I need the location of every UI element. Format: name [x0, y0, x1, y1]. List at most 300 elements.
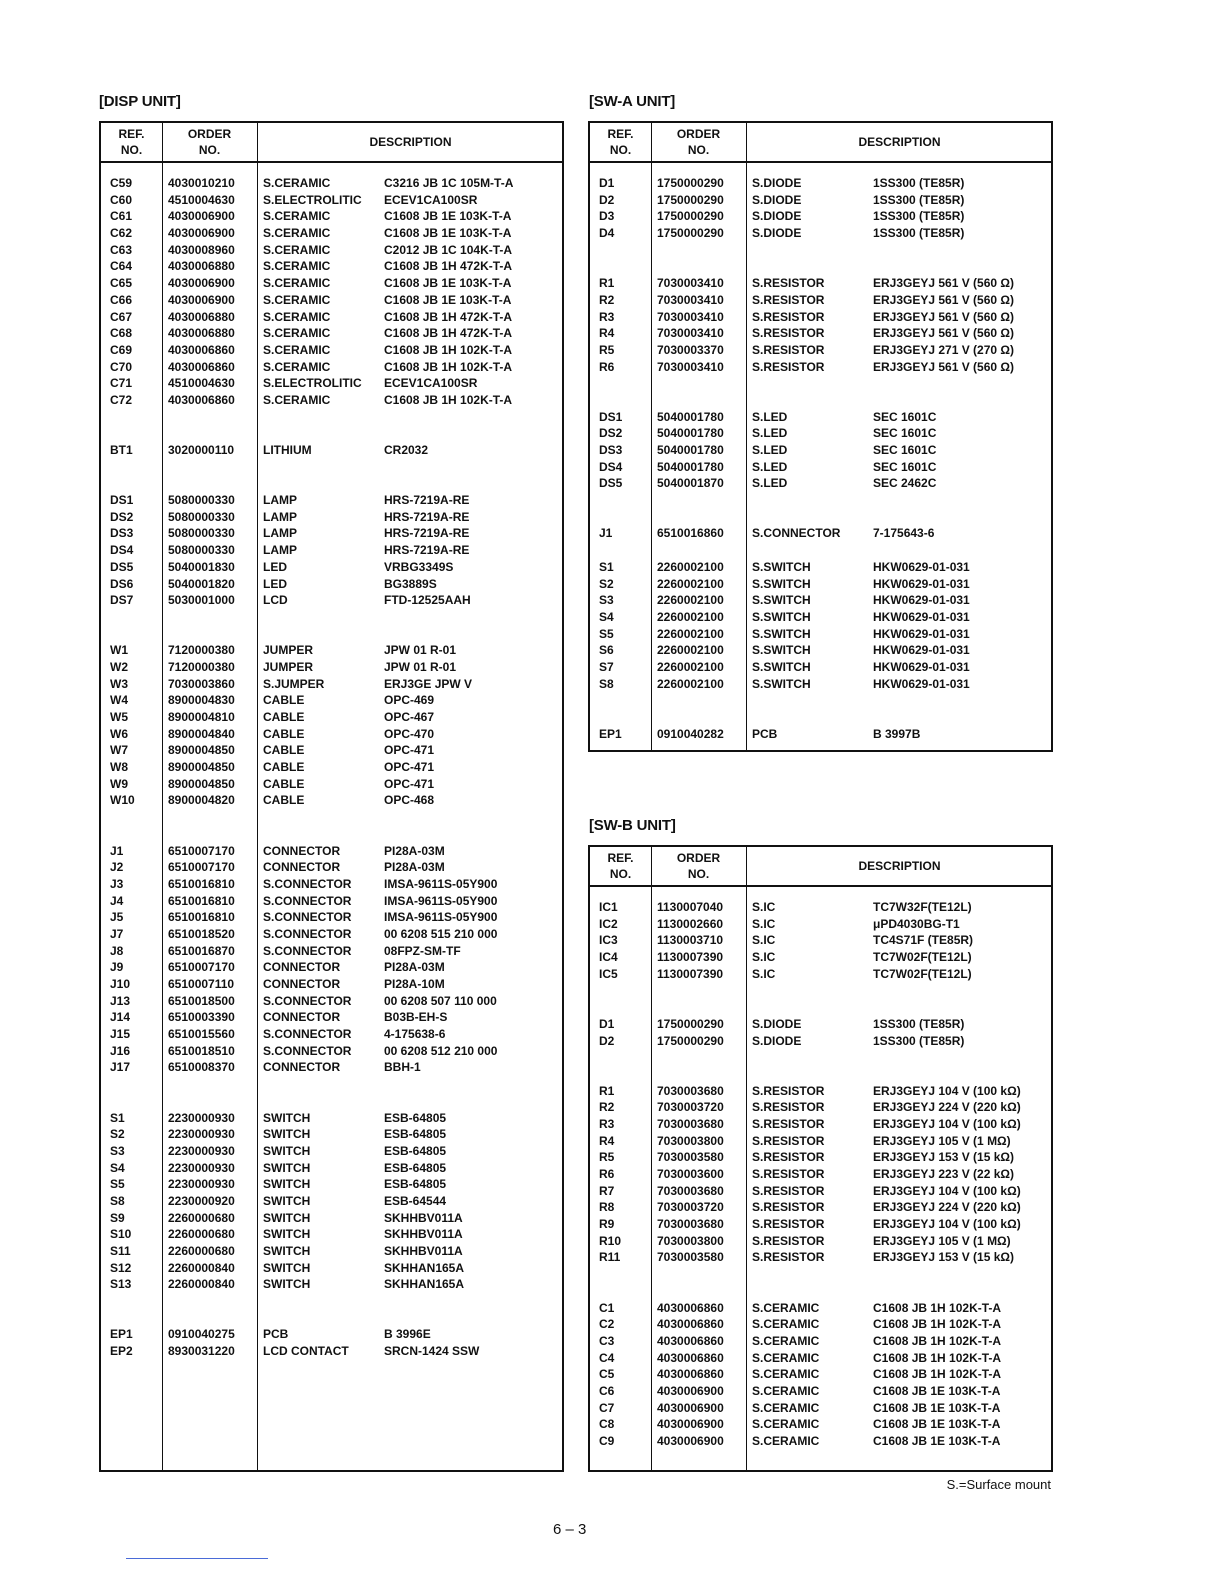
cell-ref: C5: [599, 1367, 615, 1382]
table-row: [101, 492, 562, 509]
table-row: [101, 1310, 562, 1327]
cell-order: 2260002100: [657, 676, 724, 691]
table-row: [101, 592, 562, 609]
cell-type: S.CERAMIC: [752, 1400, 820, 1415]
cell-type: S.LED: [752, 426, 788, 441]
cell-ref: S2: [599, 576, 614, 591]
table-row: [101, 859, 562, 876]
table-row: [101, 642, 562, 659]
cell-type: S.RESISTOR: [752, 1167, 825, 1181]
table-row: [101, 459, 562, 476]
header-description-text: DESCRIPTION: [858, 135, 941, 149]
cell-ref: S2: [110, 1127, 125, 1142]
table-row: [590, 509, 1051, 526]
cell-order: 7030003680: [657, 1083, 724, 1098]
cell-ref: J15: [110, 1027, 131, 1042]
cell-spec: ESB-64805: [384, 1143, 447, 1158]
cell-order: 4030006880: [168, 259, 235, 274]
cell-order: 4030006900: [657, 1383, 724, 1398]
table-row: [590, 275, 1051, 292]
cell-type: SWITCH: [263, 1160, 311, 1175]
cell-order: 5040001780: [657, 459, 724, 474]
cell-type: S.RESISTOR: [752, 1250, 825, 1265]
cell-order: 7030003720: [657, 1200, 724, 1215]
table-row: [590, 1049, 1051, 1066]
cell-ref: S5: [110, 1177, 125, 1192]
cell-type: S.IC: [752, 916, 776, 931]
cell-order: 2260002100: [657, 643, 724, 658]
cell-ref: C60: [110, 192, 133, 207]
cell-spec: C1608 JB 1H 102K-T-A: [873, 1367, 1002, 1382]
cell-order: 7030003800: [657, 1233, 724, 1248]
cell-spec: OPC-471: [384, 760, 435, 775]
table-row: [101, 659, 562, 676]
cell-spec: TC7W02F(TE12L): [873, 966, 972, 981]
table-row: [590, 949, 1051, 966]
cell-order: 2230000930: [168, 1160, 235, 1175]
cell-type: S.CERAMIC: [752, 1300, 820, 1315]
table-row: [590, 292, 1051, 309]
cell-type: S.ELECTROLITIC: [263, 192, 362, 207]
cell-ref: DS1: [110, 493, 134, 508]
cell-spec: ERJ3GEYJ 271 V (270 Ω): [873, 342, 1015, 357]
cell-ref: C61: [110, 209, 133, 224]
table-row: [590, 1099, 1051, 1116]
header-order-no-text: ORDER: [187, 127, 232, 141]
header-order-no: [651, 123, 746, 161]
cell-spec: ERJ3GEYJ 561 V (560 Ω): [873, 326, 1015, 341]
cell-ref: IC5: [599, 966, 618, 981]
header-ref-no-text: NO.: [609, 867, 632, 881]
cell-ref: DS5: [599, 476, 623, 491]
cell-spec: OPC-469: [384, 693, 435, 708]
header-order-no: [651, 847, 746, 885]
cell-order: 4030006900: [657, 1417, 724, 1432]
cell-spec: IMSA-9611S-05Y900: [384, 893, 498, 908]
cell-spec: ERJ3GEYJ 104 V (100 kΩ): [873, 1183, 1021, 1198]
cell-ref: J9: [110, 960, 124, 975]
cell-type: S.CERAMIC: [263, 226, 331, 241]
cell-ref: C62: [110, 226, 133, 241]
cell-spec: IMSA-9611S-05Y900: [384, 876, 498, 891]
table-row: [101, 709, 562, 726]
cell-order: 6510007170: [168, 860, 235, 875]
cell-order: 2230000930: [168, 1127, 235, 1142]
cell-spec: B 3997B: [873, 726, 921, 741]
cell-ref: D3: [599, 209, 615, 224]
cell-order: 6510016860: [657, 526, 724, 541]
table-row: [590, 392, 1051, 409]
cell-spec: C1608 JB 1E 103K-T-A: [873, 1434, 1001, 1448]
cell-order: 1750000290: [657, 1016, 724, 1031]
cell-type: LAMP: [263, 543, 297, 558]
table-row: [101, 792, 562, 809]
cell-order: 6510007170: [168, 960, 235, 975]
table-row: [101, 475, 562, 492]
cell-type: CONNECTOR: [263, 977, 341, 991]
cell-type: CABLE: [263, 793, 305, 808]
cell-type: S.RESISTOR: [752, 1233, 825, 1248]
cell-order: 5040001780: [657, 443, 724, 457]
cell-order: 4030006900: [168, 276, 235, 291]
cell-type: S.SWITCH: [752, 659, 811, 674]
table-row: [101, 776, 562, 793]
table-row: [590, 1149, 1051, 1166]
cell-type: S.RESISTOR: [752, 1200, 825, 1215]
cell-spec: HKW0629-01-031: [873, 626, 970, 641]
cell-ref: D4: [599, 226, 615, 241]
cell-spec: OPC-467: [384, 710, 435, 724]
cell-ref: BT1: [110, 443, 133, 457]
cell-spec: SRCN-1424 SSW: [384, 1344, 480, 1359]
table-row: [101, 442, 562, 459]
cell-order: 6510015560: [168, 1027, 235, 1042]
cell-ref: R4: [599, 326, 615, 341]
cell-order: 4030006860: [657, 1317, 724, 1332]
cell-ref: S8: [110, 1193, 125, 1208]
cell-order: 7030003410: [657, 292, 724, 307]
cell-order: 2230000930: [168, 1177, 235, 1192]
table-row: [101, 993, 562, 1010]
header-ref-no-text: NO.: [120, 143, 143, 157]
table-row: [590, 525, 1051, 542]
table-row: [101, 692, 562, 709]
cell-ref: EP1: [110, 1327, 133, 1342]
table-row: [590, 192, 1051, 209]
cell-ref: W4: [110, 693, 128, 708]
cell-order: 4510004630: [168, 376, 235, 391]
cell-ref: R4: [599, 1133, 615, 1148]
cell-ref: C63: [110, 242, 133, 257]
cell-ref: S12: [110, 1260, 132, 1275]
cell-ref: R11: [599, 1250, 621, 1265]
table-row: [590, 1016, 1051, 1033]
cell-ref: J13: [110, 993, 131, 1008]
table-row: [101, 1009, 562, 1026]
cell-ref: DS4: [599, 459, 623, 474]
cell-spec: C2012 JB 1C 104K-T-A: [384, 242, 513, 257]
cell-order: 7030003410: [657, 309, 724, 324]
header-ref-no-text: REF.: [118, 127, 145, 141]
cell-ref: C69: [110, 342, 133, 357]
table-row: [590, 626, 1051, 643]
table-row: [590, 576, 1051, 593]
cell-type: SWITCH: [263, 1277, 311, 1292]
cell-spec: 1SS300 (TE85R): [873, 176, 965, 190]
page-number: 6 – 3: [553, 1521, 587, 1538]
cell-spec: HRS-7219A-RE: [384, 543, 470, 558]
cell-type: S.CERAMIC: [263, 359, 331, 374]
cell-order: 3020000110: [168, 443, 235, 457]
cell-type: S.CONNECTOR: [263, 876, 352, 891]
cell-type: CONNECTOR: [263, 860, 341, 875]
cell-ref: W10: [110, 793, 135, 808]
table-row: [101, 959, 562, 976]
cell-order: 7030003860: [168, 676, 235, 691]
cell-spec: SKHHAN165A: [384, 1277, 465, 1292]
table-row: [101, 1143, 562, 1160]
table-row: [590, 726, 1051, 743]
cell-type: SWITCH: [263, 1110, 311, 1125]
cell-type: S.IC: [752, 900, 776, 914]
disp-unit-table: [99, 121, 564, 1472]
cell-order: 5040001830: [168, 559, 235, 574]
cell-spec: ERJ3GE JPW V: [384, 676, 473, 691]
cell-type: S.CERAMIC: [263, 292, 331, 307]
cell-order: 4030008960: [168, 242, 235, 257]
cell-order: 4030006860: [168, 342, 235, 357]
cell-ref: R6: [599, 1167, 615, 1181]
cell-type: S.RESISTOR: [752, 292, 825, 307]
cell-ref: C64: [110, 259, 133, 274]
cell-ref: W1: [110, 643, 128, 658]
table-row: [590, 1233, 1051, 1250]
cell-type: S.CERAMIC: [263, 276, 331, 291]
table-row: [101, 425, 562, 442]
cell-ref: C1: [599, 1300, 615, 1315]
cell-ref: DS2: [110, 509, 134, 524]
cell-order: 1750000290: [657, 209, 724, 224]
cell-ref: R1: [599, 1083, 615, 1098]
cell-order: 4030006860: [657, 1367, 724, 1382]
cell-order: 2260000840: [168, 1260, 235, 1275]
cell-spec: 4-175638-6: [384, 1027, 446, 1042]
cell-type: S.LED: [752, 409, 788, 424]
cell-spec: HRS-7219A-RE: [384, 526, 470, 541]
cell-spec: IMSA-9611S-05Y900: [384, 910, 498, 925]
cell-ref: C67: [110, 309, 133, 324]
table-row: [590, 375, 1051, 392]
cell-spec: B03B-EH-S: [384, 1010, 448, 1025]
cell-type: S.CONNECTOR: [263, 893, 352, 908]
cell-spec: TC7W32F(TE12L): [873, 900, 972, 914]
table-row: [590, 1216, 1051, 1233]
cell-order: 4030006880: [168, 326, 235, 341]
cell-type: S.DIODE: [752, 192, 802, 207]
cell-spec: C1608 JB 1H 472K-T-A: [384, 326, 513, 341]
cell-order: 4030006900: [168, 209, 235, 224]
cell-ref: C7: [599, 1400, 615, 1415]
table-row: [101, 375, 562, 392]
cell-spec: 1SS300 (TE85R): [873, 1033, 965, 1048]
cell-type: S.RESISTOR: [752, 1133, 825, 1148]
cell-ref: S8: [599, 676, 614, 691]
cell-spec: HKW0629-01-031: [873, 676, 970, 691]
cell-order: 2260000680: [168, 1244, 235, 1258]
cell-order: 6510007110: [168, 977, 235, 991]
table-row: [101, 759, 562, 776]
table-row: [101, 742, 562, 759]
cell-ref: W3: [110, 676, 128, 691]
cell-order: 1750000290: [657, 192, 724, 207]
table-row: [590, 1266, 1051, 1283]
table-row: [101, 525, 562, 542]
cell-type: PCB: [263, 1327, 289, 1342]
cell-ref: IC4: [599, 950, 618, 965]
cell-order: 5040001870: [657, 476, 724, 491]
cell-spec: 00 6208 515 210 000: [384, 926, 498, 941]
table-row: [590, 982, 1051, 999]
cell-ref: IC3: [599, 933, 618, 948]
cell-ref: S5: [599, 626, 614, 641]
table-row: [101, 1043, 562, 1060]
cell-order: 4030006900: [168, 226, 235, 241]
cell-ref: EP2: [110, 1344, 133, 1359]
table-row: [590, 1199, 1051, 1216]
cell-type: LAMP: [263, 509, 297, 524]
cell-order: 7030003680: [657, 1183, 724, 1198]
cell-ref: DS7: [110, 593, 134, 608]
table-row: [590, 642, 1051, 659]
cell-spec: SKHHBV011A: [384, 1210, 463, 1225]
table-row: [590, 459, 1051, 476]
cell-spec: SKHHAN165A: [384, 1260, 465, 1275]
header-order-no-text: NO.: [687, 867, 710, 881]
cell-type: S.LED: [752, 459, 788, 474]
cell-spec: TC7W02F(TE12L): [873, 950, 972, 965]
cell-ref: DS1: [599, 409, 623, 424]
cell-order: 5080000330: [168, 543, 235, 558]
cell-spec: 08FPZ-SM-TF: [384, 943, 461, 958]
cell-spec: BG3889S: [384, 576, 437, 591]
cell-spec: C1608 JB 1H 472K-T-A: [384, 259, 513, 274]
cell-ref: W8: [110, 760, 128, 775]
cell-type: CABLE: [263, 776, 305, 791]
table-row: [101, 1193, 562, 1210]
cell-ref: C66: [110, 292, 133, 307]
cell-order: 5080000330: [168, 526, 235, 541]
cell-type: S.CERAMIC: [752, 1383, 820, 1398]
cell-ref: R1: [599, 276, 615, 291]
table-row: [101, 1110, 562, 1127]
cell-type: LAMP: [263, 526, 297, 541]
cell-type: S.DIODE: [752, 226, 802, 241]
cell-ref: C6: [599, 1383, 615, 1398]
cell-order: 1750000290: [657, 176, 724, 190]
table-row: [590, 592, 1051, 609]
cell-type: S.SWITCH: [752, 559, 811, 574]
cell-type: LED: [263, 576, 287, 591]
cell-type: LITHIUM: [263, 443, 312, 457]
table-row: [590, 475, 1051, 492]
cell-order: 7030003410: [657, 326, 724, 341]
cell-spec: C1608 JB 1H 472K-T-A: [384, 309, 513, 324]
cell-type: JUMPER: [263, 643, 314, 658]
header-description: [257, 123, 564, 161]
cell-type: S.SWITCH: [752, 676, 811, 691]
cell-order: 1130002660: [657, 916, 724, 931]
cell-spec: VRBG3349S: [384, 559, 454, 574]
cell-spec: SEC 1601C: [873, 409, 937, 424]
table-row: [101, 1343, 562, 1360]
table-row: [590, 208, 1051, 225]
cell-spec: C1608 JB 1H 102K-T-A: [873, 1317, 1002, 1332]
cell-order: 8900004830: [168, 693, 235, 708]
cell-ref: DS2: [599, 426, 623, 441]
cell-spec: PI28A-10M: [384, 977, 445, 991]
cell-order: 7030003720: [657, 1100, 724, 1115]
header-description: [746, 847, 1053, 885]
header-description-text: DESCRIPTION: [858, 859, 941, 873]
table-row: [101, 1093, 562, 1110]
cell-order: 6510018510: [168, 1043, 235, 1058]
cell-spec: C1608 JB 1E 103K-T-A: [384, 292, 512, 307]
cell-order: 4030006860: [657, 1333, 724, 1348]
cell-type: S.RESISTOR: [752, 1083, 825, 1098]
table-row: [101, 1260, 562, 1277]
cell-order: 2260000680: [168, 1227, 235, 1242]
cell-type: CABLE: [263, 710, 305, 724]
table-row: [101, 943, 562, 960]
cell-order: 6510018500: [168, 993, 235, 1008]
table-row: [101, 258, 562, 275]
table-body: [101, 175, 562, 1360]
table-row: [101, 909, 562, 926]
cell-ref: DS4: [110, 543, 134, 558]
cell-order: 2260002100: [657, 659, 724, 674]
cell-ref: D1: [599, 176, 615, 190]
cell-spec: OPC-471: [384, 743, 435, 758]
cell-spec: SKHHBV011A: [384, 1244, 463, 1258]
cell-spec: 1SS300 (TE85R): [873, 226, 965, 241]
table-row: [590, 1066, 1051, 1083]
cell-ref: J3: [110, 876, 124, 891]
cell-spec: SEC 1601C: [873, 459, 937, 474]
swb-unit-title: [SW-B UNIT]: [589, 817, 676, 834]
table-row: [590, 1316, 1051, 1333]
cell-order: 7030003410: [657, 276, 724, 291]
cell-type: S.CERAMIC: [752, 1434, 820, 1448]
cell-order: 7030003580: [657, 1150, 724, 1165]
cell-order: 2230000930: [168, 1143, 235, 1158]
cell-ref: S13: [110, 1277, 132, 1292]
table-row: [590, 242, 1051, 259]
table-row: [101, 242, 562, 259]
cell-type: S.CERAMIC: [752, 1367, 820, 1382]
cell-order: 4030006860: [168, 392, 235, 407]
cell-ref: EP1: [599, 726, 622, 741]
cell-ref: IC1: [599, 900, 618, 914]
cell-type: S.RESISTOR: [752, 359, 825, 374]
swa-unit-title: [SW-A UNIT]: [589, 93, 676, 110]
cell-ref: R9: [599, 1217, 615, 1232]
table-header: [101, 123, 562, 163]
cell-type: S.LED: [752, 443, 788, 457]
cell-type: CONNECTOR: [263, 1010, 341, 1025]
cell-ref: IC2: [599, 916, 618, 931]
cell-type: S.CERAMIC: [263, 209, 331, 224]
cell-type: S.CERAMIC: [263, 242, 331, 257]
cell-type: S.ELECTROLITIC: [263, 376, 362, 391]
cell-order: 6510016870: [168, 943, 235, 958]
cell-ref: DS3: [599, 443, 623, 457]
cell-ref: S1: [110, 1110, 125, 1125]
cell-spec: ESB-64805: [384, 1177, 447, 1192]
cell-spec: OPC-470: [384, 726, 435, 741]
table-row: [590, 966, 1051, 983]
table-row: [590, 1083, 1051, 1100]
cell-spec: C1608 JB 1E 103K-T-A: [873, 1417, 1001, 1432]
table-row: [590, 1300, 1051, 1317]
cell-order: 1750000290: [657, 226, 724, 241]
cell-spec: ECEV1CA100SR: [384, 376, 478, 391]
cell-ref: S3: [599, 593, 614, 608]
cell-type: S.SWITCH: [752, 609, 811, 624]
cell-spec: BBH-1: [384, 1060, 421, 1075]
cell-order: 5040001820: [168, 576, 235, 591]
cell-order: 7030003600: [657, 1167, 724, 1181]
cell-order: 8900004820: [168, 793, 235, 808]
